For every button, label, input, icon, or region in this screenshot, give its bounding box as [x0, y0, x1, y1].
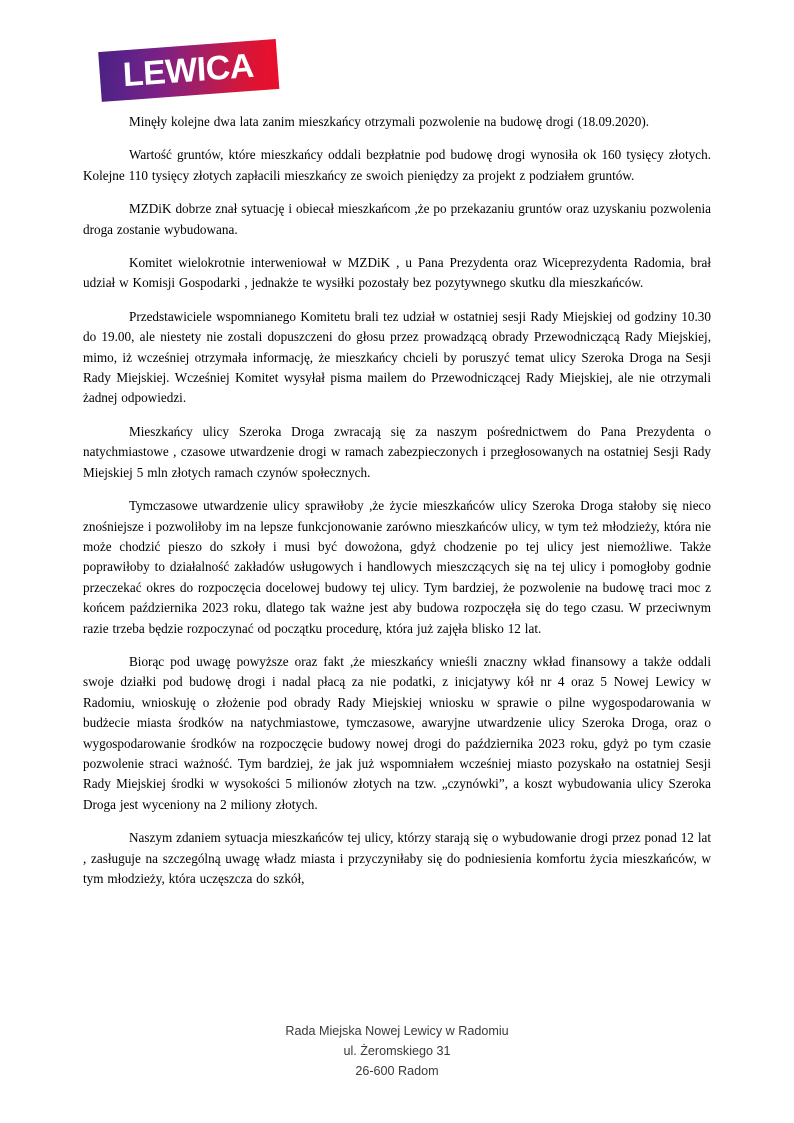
paragraph: Naszym zdaniem sytuacja mieszkańców tej ulicy, którzy starają się o wybudowanie drogi przez ponad 12 lat , zasługuje na szczególną uwagę władz miasta i przyczyniłaby się do podniesienia komfortu życia mieszkańców, w tym młodzieży, która uczęszcza do szkół,	[83, 830, 711, 886]
document-body	[83, 112, 711, 902]
footer-street: ul. Żeromskiego 31	[343, 1044, 451, 1058]
paragraph: Tymczasowe utwardzenie ulicy sprawiłoby ,że życie mieszkańców ulicy Szeroka Droga stałoby się nieco znośniejsze i pozwoliłoby im na lepsze funkcjonowanie zarówno mieszkańców ulicy, w tym też młodzieży, która nie może chodzić pieszo do szkoły i musi być dowożona, gdyż chodzenie po tej ulicy jest niemożliwe. Także poprawiłoby to działalność zakładów usługowych i handlowych mieszczących się na tej ulicy i pomogłoby godnie przeczekać okres do rozpoczęcia docelowej budowy tej ulicy. Tym bardziej, że pozwolenie na budowę traci moc z końcem października 2023 roku, dlatego tak ważne jest aby budowa rozpoczęła się do tego czasu. W przeciwnym razie trzeba będzie rozpoczynać od początku procedurę, która już zajęła blisko 12 lat.	[83, 498, 711, 636]
paragraph: Mieszkańcy ulicy Szeroka Droga zwracają się za naszym pośrednictwem do Pana Prezydenta o natychmiastowe , czasowe utwardzenie drogi w ramach zabezpieczonych i przegłosowanych na ostatniej Sesji Rady Miejskiej 5 mln złotych ramach czynów społecznych.	[83, 423, 711, 480]
logo-wordmark: LEWICA	[122, 46, 256, 95]
paragraph: MZDiK dobrze znał sytuację i obiecał mieszkańcom ,że po przekazaniu gruntów oraz uzyskaniu pozwolenia droga zostanie wybudowana.	[83, 201, 711, 237]
paragraph: Wartość gruntów, które mieszkańcy oddali bezpłatnie pod budowę drogi wynosiła ok 160 tysięcy złotych. Kolejne 110 tysięcy złotych zapłacili mieszkańcy ze swoich pieniędzy za projekt z podziałem gruntów.	[83, 147, 711, 183]
paragraph: Przedstawiciele wspomnianego Komitetu brali tez udział w ostatniej sesji Rady Miejskiej od godziny 10.30 do 19.00, ale niestety nie zostali dopuszczeni do głosu przez prowadzącą obrady Przewodniczącą Rady Miejskiej, mimo, iż wcześniej otrzymała informację, że mieszkańcy chcieli by poruszyć temat ulicy Szeroka Droga na Sesji Rady Miejskiej. Wcześniej Komitet wysyłał pisma mailem do Przewodniczącej Rady Miejskiej, ale nie otrzymali żadnej odpowiedzi.	[83, 308, 711, 406]
footer-city: 26-600 Radom	[355, 1064, 439, 1078]
document-footer	[0, 1021, 794, 1081]
footer-organization: Rada Miejska Nowej Lewicy w Radomiu	[285, 1024, 509, 1038]
lewica-logo	[100, 46, 280, 108]
paragraph: Minęły kolejne dwa lata zanim mieszkańcy otrzymali pozwolenie na budowę drogi (18.09.2020).	[129, 114, 650, 129]
paragraph: Komitet wielokrotnie interweniował w MZDiK , u Pana Prezydenta oraz Wiceprezydenta Radomia, brał udział w Komisji Gospodarki , jednakże te wysiłki pozostały bez pozytywnego skutku dla mieszkańców.	[83, 255, 711, 291]
logo-gradient-badge	[98, 39, 279, 102]
paragraph: Biorąc pod uwagę powyższe oraz fakt ,że mieszkańcy wnieśli znaczny wkład finansowy a także oddali swoje działki pod budowę drogi i nadal płacą za nie podatki, z inicjatywy kół nr 4 oraz 5 Nowej Lewicy w Radomiu, wnioskuję o złożenie pod obrady Rady Miejskiej wniosku w sprawie o pilne wygospodarowania w budżecie miasta środków na natychmiastowe, tymczasowe, awaryjne utwardzenie ulicy Szeroka Droga, oraz o wygospodarowanie środków na rozpoczęcie budowy nowej drogi do października 2023 roku, gdyż po tym czasie pozwolenie straci ważność. Tym bardziej, że jak już wspomniałem wcześniej miasto pozyskało na ostatniej Sesji Rady Miejskiej środki w wysokości 5 milionów złotych na tzw. „czynówki”, a koszt wybudowania ulicy Szeroka Droga jest wyceniony na 2 miliony złotych.	[83, 653, 711, 812]
